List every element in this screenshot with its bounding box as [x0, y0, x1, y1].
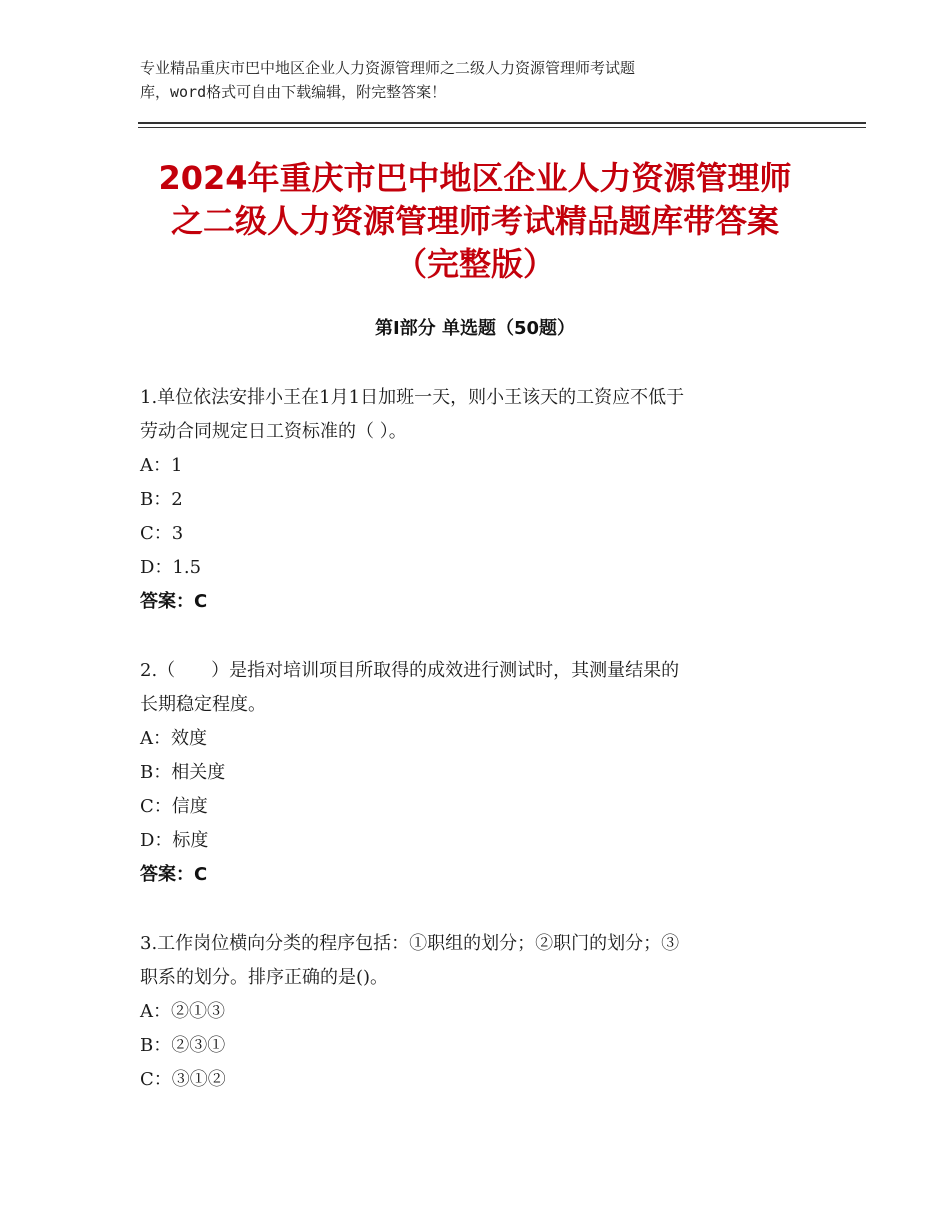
question-stem	[140, 927, 830, 995]
header-note	[140, 56, 780, 104]
option-b: B：②③①	[140, 1035, 226, 1056]
header-note-line-1: 专业精品重庆市巴中地区企业人力资源管理师之二级人力资源管理师考试题	[140, 59, 636, 77]
question-stem	[140, 381, 830, 449]
option-a: A：1	[140, 455, 183, 476]
question-1	[140, 381, 830, 619]
document-title-line-3: （完整版）	[394, 245, 555, 283]
question-2	[140, 654, 830, 892]
option-c: C：③①②	[140, 1069, 226, 1090]
document-title-line-1: 2024年重庆市巴中地区企业人力资源管理师	[158, 159, 792, 197]
header-divider-thin	[138, 127, 866, 128]
header-divider-thick	[138, 122, 866, 124]
option-b: B：相关度	[140, 762, 226, 783]
document-title-line-2: 之二级人力资源管理师考试精品题库带答案	[170, 202, 779, 240]
question-3	[140, 927, 830, 1097]
question-stem-line-1: 1.单位依法安排小王在1月1日加班一天，则小王该天的工资应不低于	[140, 387, 685, 408]
question-stem-line-1: 3.工作岗位横向分类的程序包括：①职组的划分；②职门的划分；③	[140, 933, 680, 954]
document-title	[100, 157, 850, 286]
option-c: C：3	[140, 523, 184, 544]
question-stem	[140, 654, 830, 722]
answer: 答案：C	[140, 864, 208, 885]
option-a: A：②①③	[140, 1001, 225, 1022]
question-stem-line-2: 劳动合同规定日工资标准的（ ）。	[140, 421, 407, 442]
question-stem-line-2: 职系的划分。排序正确的是()。	[140, 967, 389, 988]
option-d: D：1.5	[140, 557, 202, 578]
header-note-line-2: 库，word格式可自由下载编辑，附完整答案！	[140, 83, 447, 101]
option-c: C：信度	[140, 796, 208, 817]
option-d: D：标度	[140, 830, 209, 851]
option-b: B：2	[140, 489, 183, 510]
question-stem-line-2: 长期稳定程度。	[140, 694, 266, 715]
section-title: 第Ⅰ部分 单选题（50题）	[374, 318, 575, 339]
question-stem-line-1: 2.（ ）是指对培训项目所取得的成效进行测试时，其测量结果的	[140, 660, 680, 681]
option-a: A：效度	[140, 728, 207, 749]
answer: 答案：C	[140, 591, 208, 612]
